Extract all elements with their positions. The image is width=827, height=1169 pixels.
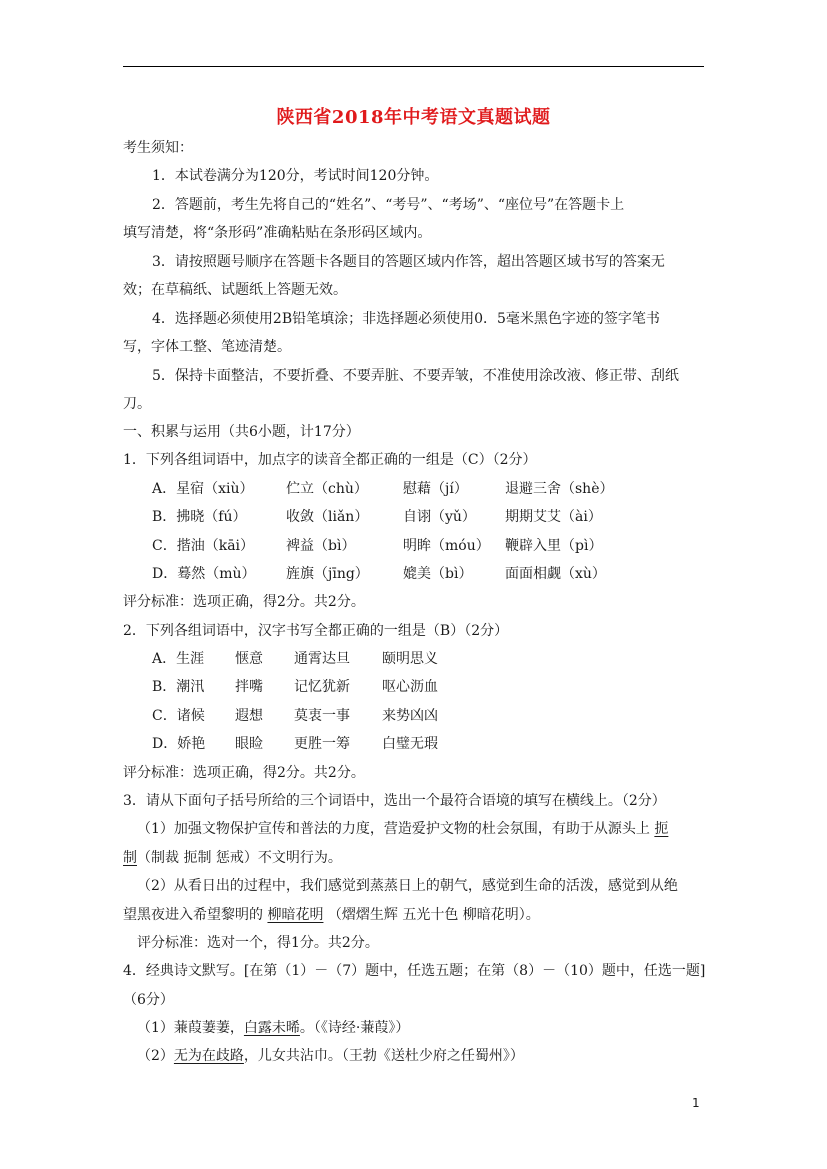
option-word: 自诩（yǔ） <box>403 509 476 525</box>
option-word: 遐想 <box>235 708 263 724</box>
option-word: 颐明思义 <box>382 651 438 667</box>
option-word: 慰藉（jí） <box>403 481 468 497</box>
q3-answer: 扼 <box>654 821 669 837</box>
option-word: 媲美（bì） <box>403 566 473 582</box>
notice-item: 写，字体工整、笔迹清楚。 <box>123 339 291 355</box>
q4-text: ，儿女共沾巾。（王勃《送杜少府之任蜀州》） <box>243 1048 524 1064</box>
option-word: 来势凶凶 <box>382 708 438 724</box>
notice-item: 4．选择题必须使用2B铅笔填涂；非选择题必须使用0．5毫米黑色字迹的签字笔书 <box>152 311 660 327</box>
q3-answer: 柳暗花明 <box>267 907 324 923</box>
section-heading: 一、积累与运用（共6小题，计17分） <box>123 424 360 440</box>
option-word: 拌嘴 <box>235 679 263 695</box>
q3-text: （熠熠生辉 五光十色 柳暗花明）。 <box>327 907 540 923</box>
question-stem: 1．下列各组词语中，加点字的读音全都正确的一组是（C）（2分） <box>123 452 537 468</box>
notice-item: 刀。 <box>123 396 151 412</box>
option-word: 更胜一筹 <box>294 736 350 752</box>
option-word: 莫衷一事 <box>294 708 350 724</box>
q4-text: （2） <box>137 1048 174 1064</box>
q3-text: （1）加强文物保护宣传和普法的力度，营造爱护文物的杜会氛围，有助于从源头上 <box>137 821 650 837</box>
option-word: 通霄达旦 <box>294 651 350 667</box>
question-stem-cont: （6分） <box>123 992 174 1008</box>
notice-item: 效；在草稿纸、试题纸上答题无效。 <box>123 282 347 298</box>
notice-item: 2．答题前，考生先将自己的“姓名”、“考号”、“考场”、“座位号”在答题卡上 <box>152 197 625 213</box>
notice-item: 3．请按照题号顺序在答题卡各题目的答题区域内作答，超出答题区域书写的答案无 <box>152 254 665 270</box>
option-word: 收敛（liǎn） <box>286 509 369 525</box>
q4-item-1 <box>137 1019 409 1037</box>
q4-answer: 无为在歧路 <box>173 1048 244 1064</box>
q3-text: （制裁 扼制 惩戒）不文明行为。 <box>137 850 342 866</box>
option-word: B．拂晓（fú） <box>152 509 247 525</box>
q3-item-1 <box>137 820 668 838</box>
notice-item: 1．本试卷满分为120分，考试时间120分钟。 <box>152 168 439 184</box>
option-word: C．诸候 <box>152 708 205 724</box>
option-word: 白璧无瑕 <box>382 736 438 752</box>
q4-text: 。（《诗经·蒹葭》） <box>299 1020 410 1036</box>
option-word: 呕心沥血 <box>382 679 438 695</box>
option-word: 惬意 <box>235 651 263 667</box>
option-word: 明眸（móu） <box>403 538 490 554</box>
option-word: 退避三舍（shè） <box>505 481 614 497</box>
option-word: C．揩油（kāi） <box>152 538 255 554</box>
q3-text: 望黑夜进入希望黎明的 <box>123 907 263 923</box>
option-word: 鞭辟入里（pì） <box>505 538 603 554</box>
scoring-note: 评分标准：选项正确，得2分。共2分。 <box>123 765 365 781</box>
notice-item: 填写清楚，将“条形码”准确粘贴在条形码区域内。 <box>123 225 432 241</box>
page-number: 1 <box>692 1096 700 1110</box>
q4-item-2 <box>137 1047 524 1065</box>
scoring-note: 评分标准：选对一个，得1分。共2分。 <box>137 935 379 951</box>
option-word: 伫立（chù） <box>286 481 368 497</box>
q3-item-2: （2）从看日出的过程中，我们感觉到蒸蒸日上的朝气，感觉到生命的活泼，感觉到从绝 <box>137 878 678 894</box>
scoring-note: 评分标准：选项正确，得2分。共2分。 <box>123 594 365 610</box>
q3-answer: 制 <box>123 850 137 866</box>
option-word: D．蓦然（mù） <box>152 566 256 582</box>
option-word: 面面相觑（xù） <box>505 566 606 582</box>
option-word: 眼睑 <box>235 736 263 752</box>
q3-item-1-cont <box>123 849 342 867</box>
option-word: A．生涯 <box>152 651 205 667</box>
option-word: 旌旗（jīng） <box>286 566 369 582</box>
q4-answer: 白露未晞 <box>243 1020 300 1036</box>
question-stem: 2．下列各组词语中，汉字书写全都正确的一组是（B）（2分） <box>123 623 509 639</box>
option-word: D．娇艳 <box>152 736 206 752</box>
q3-item-2-cont <box>123 906 540 924</box>
option-word: A．星宿（xiù） <box>152 481 254 497</box>
header-rule <box>123 66 704 67</box>
question-stem: 4．经典诗文默写。[在第（1）－（7）题中，任选五题；在第（8）－（10）题中，任选一题] <box>123 963 706 979</box>
option-word: 期期艾艾（ài） <box>505 509 602 525</box>
notice-heading: 考生须知： <box>123 140 193 156</box>
option-word: B．潮汛 <box>152 679 205 695</box>
option-word: 裨益（bì） <box>286 538 356 554</box>
notice-item: 5．保持卡面整洁，不要折叠、不要弄脏、不要弄皱，不准使用涂改液、修正带、刮纸 <box>152 368 679 384</box>
question-stem: 3．请从下面句子括号所给的三个词语中，选出一个最符合语境的填写在横线上。（2分） <box>123 793 666 809</box>
page-title: 陕西省2018年中考语文真题试题 <box>276 107 551 128</box>
option-word: 记忆犹新 <box>294 679 350 695</box>
q4-text: （1）蒹葭萋萋， <box>137 1020 244 1036</box>
